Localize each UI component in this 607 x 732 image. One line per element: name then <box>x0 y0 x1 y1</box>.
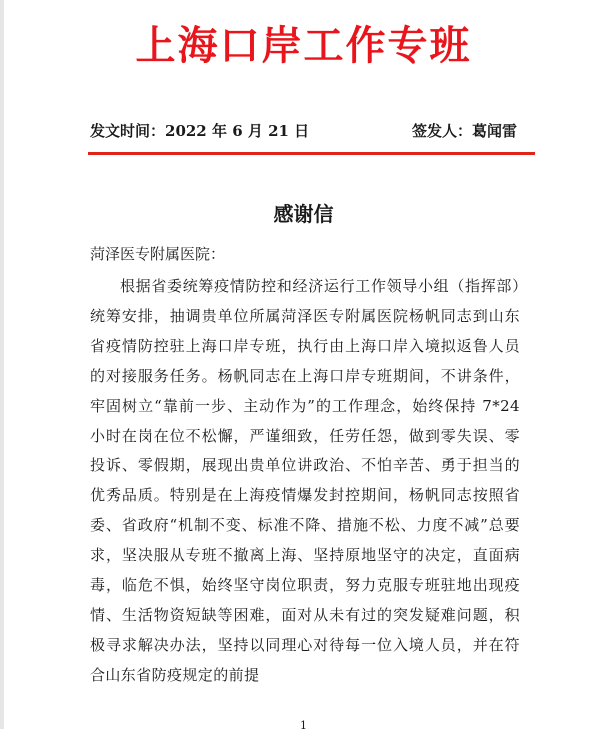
issue-date: 发文时间：2022 年 6 月 21 日 <box>90 122 310 140</box>
red-divider <box>88 152 535 155</box>
letter-salutation: 菏泽医专附属医院： <box>90 245 226 263</box>
signer: 签发人：葛闻雷 <box>411 122 517 140</box>
letter-body: 根据省委统筹疫情防控和经济运行工作领导小组（指挥部）统筹安排，抽调贵单位所属菏泽医专附属医院杨帆同志到山东省疫情防控驻上海口岸专班，执行由上海口岸入境拟返鲁人员的对接服务任务。杨帆同志在上海口岸专班期间，不讲条件，牢固树立“靠前一步、主动作为”的工作理念，始终保持 7*24 小时在岗在位不松懈，严谨细致，任劳任怨，做到零失误、零投诉、零假期，展现出贵单位讲政治、不怕辛苦、勇于担当的优秀品质。特别是在上海疫情爆发封控期间，杨帆同志按照省委、省政府“机制不变、标准不降、措施不松、力度不减”总要求，坚决服从专班不撤离上海、坚持原地坚守的决定，直面病毒，临危不惧，始终坚守岗位职责，努力克服专班驻地出现疫情、生活物资短缺等困难，面对从未有过的突发疑难问题，积极寻求解决办法，坚持以同理心对待每一位入境人员，并在符合山东省防疫规定的前提 <box>90 277 520 684</box>
document-header-title: 上海口岸工作专班 <box>135 22 472 69</box>
letter-title: 感谢信 <box>273 202 334 226</box>
page-number: 1 <box>300 719 307 732</box>
page-edge <box>0 0 4 729</box>
document-meta-row <box>90 120 517 142</box>
